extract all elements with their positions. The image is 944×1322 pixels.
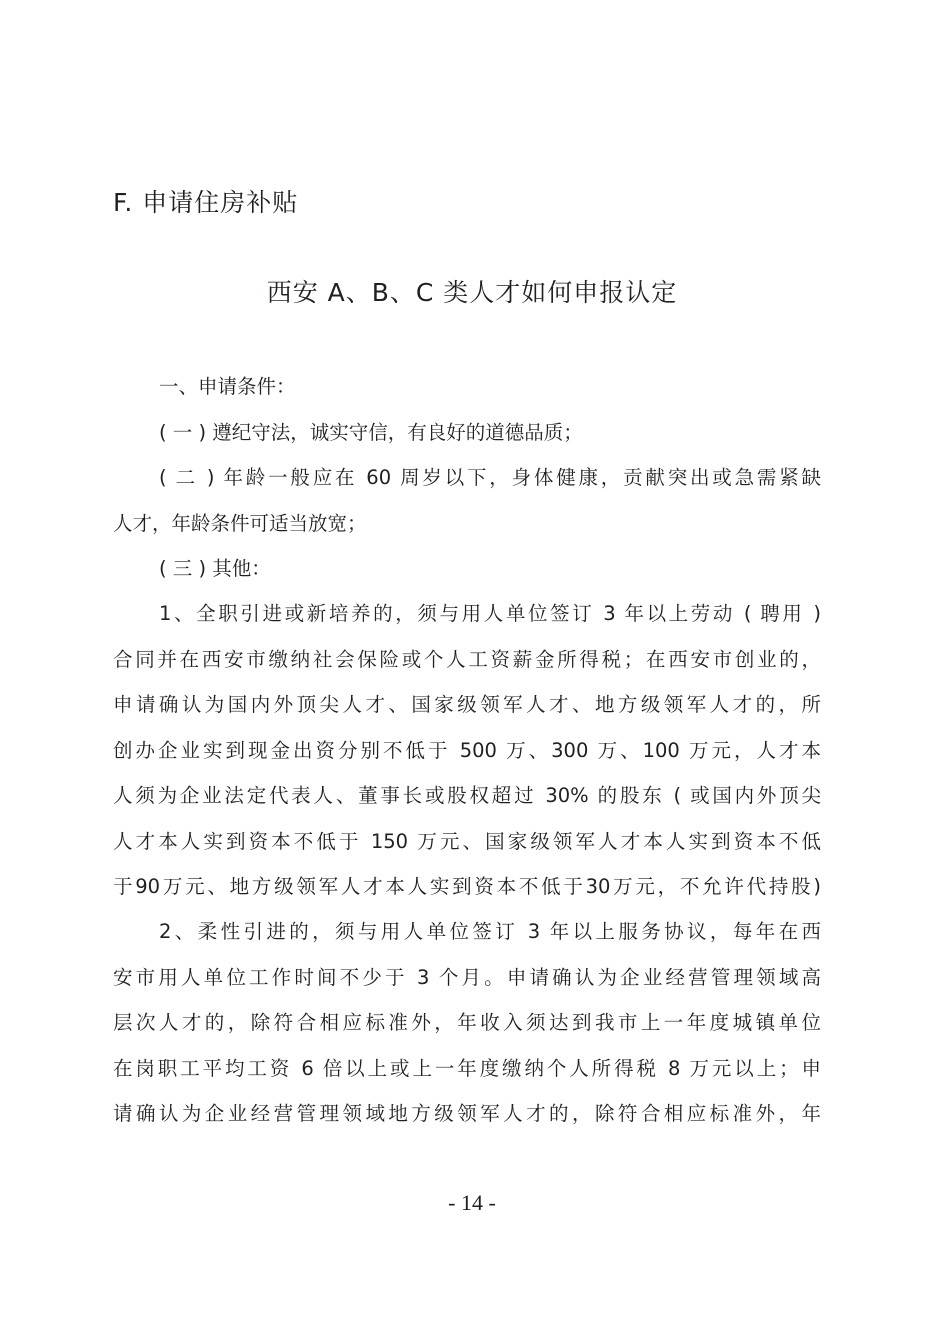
page-number: - 14 -	[448, 1190, 496, 1215]
text-line: ( 三 ) 其他：	[159, 557, 271, 580]
text-line: 人才，年龄条件可适当放宽；	[113, 512, 367, 535]
text-line: 一、申请条件：	[159, 375, 296, 398]
text-line: 人须为企业法定代表人、董事长或股权超过 30% 的股东 ( 或国内外顶尖	[113, 784, 821, 807]
text-line: ( 二 ) 年龄一般应在 60 周岁以下，身体健康，贡献突出或急需紧缺	[159, 466, 821, 489]
document-title: 西安 A、B、C 类人才如何申报认定	[266, 278, 678, 307]
text-line: ( 一 ) 遵纪守法，诚实守信，有良好的道德品质；	[159, 421, 583, 444]
text-line: 层次人才的，除符合相应标准外，年收入须达到我市上一年度城镇单位	[113, 1011, 821, 1034]
text-line: 创办企业实到现金出资分别不低于 500 万、300 万、100 万元，人才本	[113, 739, 821, 762]
text-line: 人才本人实到资本不低于 150 万元、国家级领军人才本人实到资本不低	[113, 830, 821, 853]
text-line: 在岗职工平均工资 6 倍以上或上一年度缴纳个人所得税 8 万元以上；申	[113, 1057, 821, 1080]
text-line: 1、全职引进或新培养的，须与用人单位签订 3 年以上劳动 ( 聘用 )	[159, 602, 821, 625]
text-line: 于90万元、地方级领军人才本人实到资本不低于30万元，不允许代持股)	[113, 875, 821, 898]
text-line: 安市用人单位工作时间不少于 3 个月。申请确认为企业经营管理领域高	[113, 966, 821, 989]
section-heading: F. 申请住房补贴	[113, 188, 299, 217]
text-line: 合同并在西安市缴纳社会保险或个人工资薪金所得税；在西安市创业的，	[113, 648, 821, 671]
text-line: 申请确认为国内外顶尖人才、国家级领军人才、地方级领军人才的，所	[113, 693, 821, 716]
text-line: 请确认为企业经营管理领域地方级领军人才的，除符合相应标准外，年	[113, 1102, 821, 1125]
text-line: 2、柔性引进的，须与用人单位签订 3 年以上服务协议，每年在西	[159, 920, 821, 943]
